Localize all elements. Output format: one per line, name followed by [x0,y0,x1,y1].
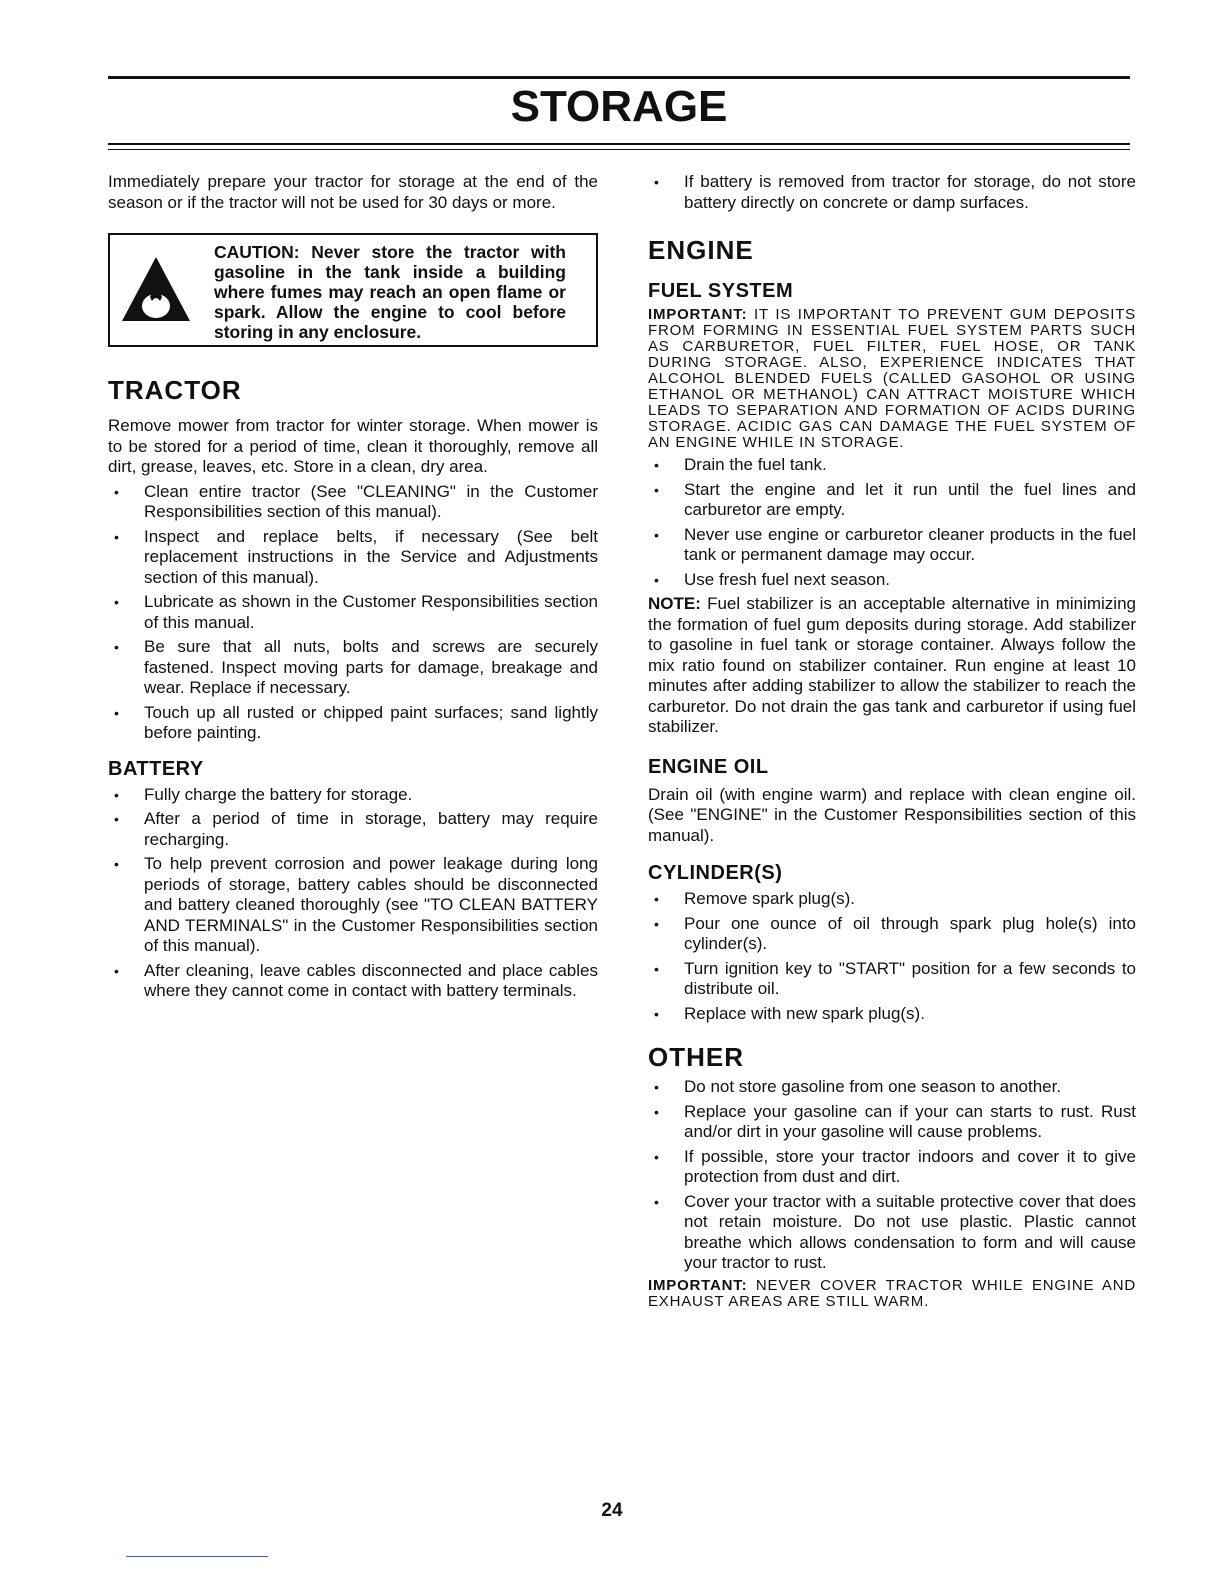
top-rule [108,76,1130,79]
title-underline-thin [108,149,1130,150]
battery-bullet-list-continued [648,172,1136,213]
list-item: • After a period of time in storage, battery may require recharging. [108,809,598,850]
list-item: • Do not store gasoline from one season to another. [648,1077,1136,1098]
list-item: • Remove spark plug(s). [648,889,1136,910]
important-text: IT IS IMPORTANT TO PREVENT GUM DEPOSITS FROM FORMING IN ESSENTIAL FUEL SYSTEM PARTS SUCH AS CARBURETOR, FUEL FILTER, FUEL HOSE, OR TANK DURING STORAGE. ALSO, EXPERIENCE INDICATES THAT ALCOHOL BLENDED FUELS (CALLED GASOHOL OR USING ETHANOL OR METHANOL) CAN ATTRACT MOISTURE WHICH LEADS TO SEPARATION AND FORMATION OF ACIDS DURING STORAGE. ACIDIC GAS CAN DAMAGE THE FUEL SYSTEM OF AN ENGINE WHILE IN STORAGE. [648,306,1136,451]
list-item: • Pour one ounce of oil through spark plug hole(s) into cylinder(s). [648,914,1136,955]
list-item: • If battery is removed from tractor for storage, do not store battery directly on concrete or damp surfaces. [648,172,1136,213]
list-item: • Start the engine and let it run until the fuel lines and carburetor are empty. [648,480,1136,521]
important-label: IMPORTANT: [648,306,748,323]
caution-text: CAUTION: Never store the tractor with gasoline in the tank inside a building where fumes may reach an open flame or spark. Allow the engine to cool before storing in any enclosure. [214,242,566,342]
battery-bullet-list [108,785,598,1002]
tractor-paragraph: Remove mower from tractor for winter storage. When mower is to be stored for a period of time, clean it thoroughly, remove all dirt, grease, leaves, etc. Store in a clean, dry area. [108,416,598,476]
list-item: • To help prevent corrosion and power leakage during long periods of storage, battery cables should be disconnected and battery cleaned thoroughly (see "TO CLEAN BATTERY AND TERMINALS" in the Customer Responsibilities section of this manual). [108,854,598,957]
other-bullet-list [648,1077,1136,1274]
engine-oil-heading: ENGINE OIL [648,755,769,778]
list-item: • Cover your tractor with a suitable protective cover that does not retain moisture. Do not use plastic. Plastic cannot breathe which allows condensation to form and will cause your tractor to rust. [648,1192,1136,1274]
list-item: • If possible, store your tractor indoors and cover it to give protection from dust and dirt. [648,1147,1136,1188]
list-item: • Turn ignition key to "START" position for a few seconds to distribute oil. [648,959,1136,1000]
title-underline [108,143,1130,145]
list-item: • Drain the fuel tank. [648,455,1136,476]
tractor-heading: TRACTOR [108,375,242,405]
page-title: STORAGE [510,82,728,131]
warning-triangle-icon [120,253,192,325]
list-item: • Be sure that all nuts, bolts and screws are securely fastened. Inspect moving parts for damage, breakage and wear. Replace if necessary. [108,637,598,699]
battery-heading: BATTERY [108,757,204,780]
note-label: NOTE: [648,594,701,613]
list-item: • Use fresh fuel next season. [648,570,1136,591]
intro-paragraph: Immediately prepare your tractor for storage at the end of the season or if the tractor will not be used for 30 days or more. [108,172,598,212]
page-number: 24 [601,1500,623,1521]
list-item: • Fully charge the battery for storage. [108,785,598,806]
list-item: • After cleaning, leave cables disconnected and place cables where they cannot come in contact with battery terminals. [108,961,598,1002]
important-label: IMPORTANT: [648,1276,748,1294]
footer-divider [126,1556,268,1557]
list-item: • Touch up all rusted or chipped paint surfaces; sand lightly before painting. [108,703,598,744]
other-heading: OTHER [648,1042,744,1072]
engine-heading: ENGINE [648,235,754,265]
note-text: Fuel stabilizer is an acceptable alternative in minimizing the formation of fuel gum deposits during storage. Add stabilizer to gasoline in fuel tank or storage container. Always follow the mix ratio found on stabilizer container. Run engine at least 10 minutes after adding stabilizer to allow the stabilizer to reach the carburetor. Do not drain the gas tank and carburetor if using fuel stabilizer. [648,594,1136,736]
list-item: • Replace with new spark plug(s). [648,1004,1136,1025]
engine-oil-paragraph: Drain oil (with engine warm) and replace with clean engine oil. (See "ENGINE" in the Customer Responsibilities section of this manual). [648,784,1136,845]
list-item: • Inspect and replace belts, if necessary (See belt replacement instructions in the Service and Adjustments section of this manual). [108,527,598,589]
list-item: • Never use engine or carburetor cleaner products in the fuel tank or permanent damage may occur. [648,525,1136,566]
right-column [648,172,1136,1310]
fuel-system-bullet-list [648,455,1136,590]
tractor-bullet-list [108,482,598,744]
cylinders-heading: CYLINDER(S) [648,862,783,884]
important-text: NEVER COVER TRACTOR WHILE ENGINE AND EXHAUST AREAS ARE STILL WARM. [648,1276,1136,1310]
left-column [108,172,598,1006]
list-item: • Replace your gasoline can if your can starts to rust. Rust and/or dirt in your gasoline will cause problems. [648,1102,1136,1143]
list-item: • Lubricate as shown in the Customer Responsibilities section of this manual. [108,592,598,633]
other-important [648,1278,1136,1310]
caution-box [108,233,598,347]
list-item: • Clean entire tractor (See "CLEANING" in the Customer Responsibilities section of this manual). [108,482,598,523]
fuel-system-heading: FUEL SYSTEM [648,280,794,302]
fuel-system-important [648,307,1136,451]
cylinders-bullet-list [648,889,1136,1024]
fuel-stabilizer-note [648,594,1136,738]
